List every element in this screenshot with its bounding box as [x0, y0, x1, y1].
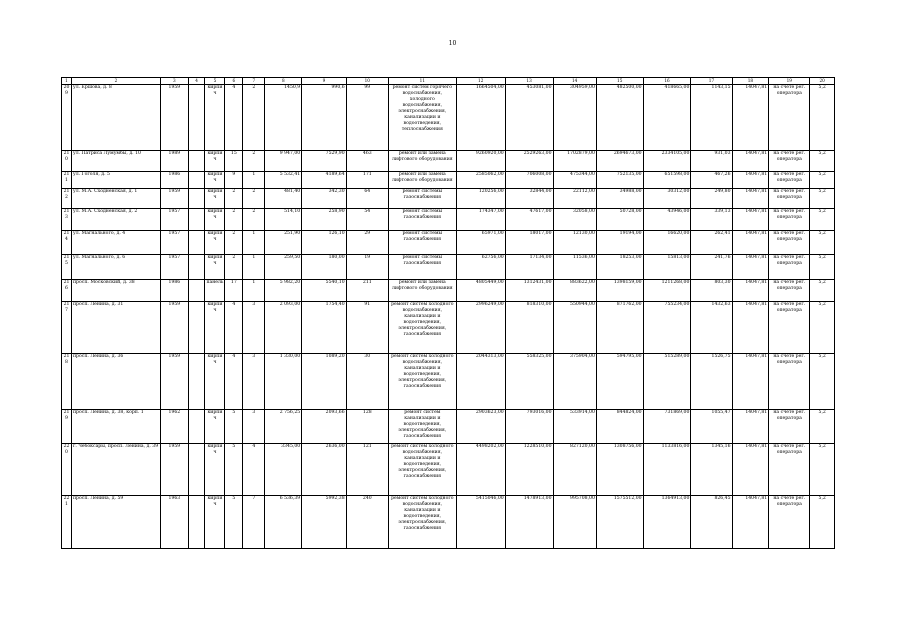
year-overhaul-cell — [188, 151, 205, 172]
cost-part-c-cell: 1308756,00 — [596, 444, 643, 496]
unit-cost-cell: 262,41 — [691, 231, 732, 255]
floors-cell: 17 — [225, 280, 243, 302]
cost-part-d-cell: 2334105,00 — [643, 151, 691, 172]
column-number-row — [62, 78, 835, 85]
table-row — [62, 231, 835, 255]
year-overhaul-cell — [188, 255, 205, 280]
column-number: 5 — [205, 78, 225, 85]
cost-part-a-cell: 1312431,00 — [505, 280, 553, 302]
cost-part-d-cell: 651598,00 — [643, 172, 691, 189]
capital-repair-register-table — [61, 77, 835, 549]
wall-material-cell: кирпич — [205, 444, 225, 496]
wall-material-cell: кирпич — [205, 209, 225, 231]
funding-method-cell: на счете рег. оператора — [769, 280, 810, 302]
entrances-cell: 4 — [243, 444, 265, 496]
residential-area-cell: 1089,20 — [302, 354, 346, 410]
cost-part-c-cell: 34988,00 — [596, 189, 643, 209]
rate-cell: 5,2 — [810, 444, 835, 496]
funding-method-cell: на счете рег. оператора — [769, 354, 810, 410]
funding-method-cell: на счете рег. оператора — [769, 189, 810, 209]
residential-area-cell: 1754,40 — [302, 302, 346, 354]
cost-part-a-cell: 2529263,00 — [505, 151, 553, 172]
unit-cost-cell: 339,13 — [691, 209, 732, 231]
residential-area-cell: 2093,66 — [302, 410, 346, 444]
entrances-cell: 2 — [243, 151, 265, 172]
total-cost-cell: 2903623,00 — [456, 410, 505, 444]
address-cell: просп. Ленина, д. 36 — [72, 354, 161, 410]
column-number: 16 — [643, 78, 691, 85]
unit-cost-cell: 241,76 — [691, 255, 732, 280]
cost-part-b-cell: 12130,00 — [553, 231, 596, 255]
total-cost-cell: 4498202,00 — [456, 444, 505, 496]
total-cost-cell: 62756,00 — [456, 255, 505, 280]
year-built-cell: 1963 — [160, 496, 188, 549]
floors-cell: 9 — [225, 172, 243, 189]
funding-method-cell: на счете рег. оператора — [769, 302, 810, 354]
rate-cell: 5,2 — [810, 231, 835, 255]
residential-area-cell: 126,10 — [302, 231, 346, 255]
entrances-cell: 1 — [243, 231, 265, 255]
funding-method-cell: на счете рег. оператора — [769, 209, 810, 231]
total-area-cell: 6 536,39 — [265, 496, 302, 549]
year-built-cell: 1959 — [160, 354, 188, 410]
repair-type-cell: ремонт системы газоснабжения — [388, 209, 456, 231]
column-number: 13 — [505, 78, 553, 85]
total-area-cell: 3345,00 — [265, 444, 302, 496]
year-overhaul-cell — [188, 172, 205, 189]
residential-area-cell: 180,00 — [302, 255, 346, 280]
floors-cell: 4 — [225, 85, 243, 151]
column-number: 19 — [769, 78, 810, 85]
table-row — [62, 189, 835, 209]
total-cost-cell: 2996249,00 — [456, 302, 505, 354]
address-cell: г. Чебоксары, просп. Ленина, д. 39 — [72, 444, 161, 496]
year-overhaul-cell — [188, 189, 205, 209]
row-number-cell: 220 — [62, 444, 72, 496]
funding-method-cell: на счете рег. оператора — [769, 255, 810, 280]
cost-part-a-cell: 818310,00 — [505, 302, 553, 354]
rate-cell: 5,2 — [810, 172, 835, 189]
floors-cell: 4 — [225, 302, 243, 354]
floors-cell: 2 — [225, 209, 243, 231]
cost-part-a-cell: 1478913,00 — [505, 496, 553, 549]
unit-cost-cell: 1055,47 — [691, 410, 732, 444]
column-number: 15 — [596, 78, 643, 85]
column-number: 8 — [265, 78, 302, 85]
year-overhaul-cell — [188, 302, 205, 354]
total-cost-cell: 1664504,00 — [456, 85, 505, 151]
total-area-cell: 481,40 — [265, 189, 302, 209]
repair-type-cell: ремонт или замена лифтового оборудования — [388, 172, 456, 189]
table-row — [62, 85, 835, 151]
residents-cell: 128 — [346, 410, 388, 444]
repair-type-cell: ремонт или замена лифтового оборудования — [388, 151, 456, 172]
total-area-cell: 2 093,00 — [265, 302, 302, 354]
table-row — [62, 151, 835, 172]
max-unit-cost-cell: 14047,81 — [732, 280, 769, 302]
address-cell: ул. М.А. Сходненская, д. 1 — [72, 189, 161, 209]
repair-type-cell: ремонт систем канализации и водоотведения, электроснабжения, газоснабжения — [388, 410, 456, 444]
entrances-cell: 1 — [243, 280, 265, 302]
repair-type-cell: ремонт системы газоснабжения — [388, 231, 456, 255]
funding-method-cell: на счете рег. оператора — [769, 410, 810, 444]
floors-cell: 2 — [225, 231, 243, 255]
column-number: 10 — [346, 78, 388, 85]
residents-cell: 19 — [346, 255, 388, 280]
year-overhaul-cell — [188, 410, 205, 444]
total-cost-cell: 4805449,00 — [456, 280, 505, 302]
table-row — [62, 496, 835, 549]
year-overhaul-cell — [188, 354, 205, 410]
repair-type-cell: ремонт или замена лифтового оборудования — [388, 280, 456, 302]
total-cost-cell: 65971,00 — [456, 231, 505, 255]
total-cost-cell: 174347,00 — [456, 209, 505, 231]
max-unit-cost-cell: 14047,81 — [732, 410, 769, 444]
max-unit-cost-cell: 14047,81 — [732, 189, 769, 209]
total-area-cell: 514,10 — [265, 209, 302, 231]
cost-part-d-cell: 1364913,00 — [643, 496, 691, 549]
cost-part-b-cell: 475344,00 — [553, 172, 596, 189]
year-overhaul-cell — [188, 209, 205, 231]
residential-area-cell: 4189,64 — [302, 172, 346, 189]
cost-part-c-cell: 1575512,00 — [596, 496, 643, 549]
residential-area-cell: 5540,10 — [302, 280, 346, 302]
cost-part-d-cell: 43946,00 — [643, 209, 691, 231]
residents-cell: 211 — [346, 280, 388, 302]
entrances-cell: 2 — [243, 85, 265, 151]
cost-part-d-cell: 30312,00 — [643, 189, 691, 209]
funding-method-cell: на счете рег. оператора — [769, 151, 810, 172]
year-built-cell: 1959 — [160, 444, 188, 496]
address-cell: ул. Магнального, д. 6 — [72, 255, 161, 280]
total-cost-cell: 2044313,00 — [456, 354, 505, 410]
residents-cell: 29 — [346, 231, 388, 255]
cost-part-d-cell: 16620,00 — [643, 231, 691, 255]
column-number: 17 — [691, 78, 732, 85]
cost-part-a-cell: 1228510,00 — [505, 444, 553, 496]
entrances-cell: 2 — [243, 209, 265, 231]
total-area-cell: 5 982,20 — [265, 280, 302, 302]
table-row — [62, 280, 835, 302]
max-unit-cost-cell: 14047,81 — [732, 209, 769, 231]
year-overhaul-cell — [188, 85, 205, 151]
year-built-cell: 1986 — [160, 280, 188, 302]
row-number-cell: 209 — [62, 85, 72, 151]
wall-material-cell: кирпич — [205, 255, 225, 280]
residential-area-cell: 2636,00 — [302, 444, 346, 496]
total-area-cell: 1 330,00 — [265, 354, 302, 410]
max-unit-cost-cell: 14047,81 — [732, 354, 769, 410]
wall-material-cell: кирпич — [205, 189, 225, 209]
year-overhaul-cell — [188, 280, 205, 302]
year-built-cell: 1962 — [160, 410, 188, 444]
total-area-cell: 259,50 — [265, 255, 302, 280]
entrances-cell: 1 — [243, 255, 265, 280]
cost-part-c-cell: 752135,00 — [596, 172, 643, 189]
table-row — [62, 172, 835, 189]
unit-cost-cell: 249,80 — [691, 189, 732, 209]
year-built-cell: 1959 — [160, 85, 188, 151]
cost-part-d-cell: 418665,00 — [643, 85, 691, 151]
residential-area-cell: 990,6 — [302, 85, 346, 151]
address-cell: ул. Магнального, д. 4 — [72, 231, 161, 255]
total-cost-cell: 2585062,00 — [456, 172, 505, 189]
residents-cell: 54 — [346, 209, 388, 231]
column-number: 20 — [810, 78, 835, 85]
residents-cell: 463 — [346, 151, 388, 172]
funding-method-cell: на счете рег. оператора — [769, 496, 810, 549]
column-number: 7 — [243, 78, 265, 85]
cost-part-c-cell: 19194,00 — [596, 231, 643, 255]
unit-cost-cell: 467,26 — [691, 172, 732, 189]
max-unit-cost-cell: 14047,81 — [732, 302, 769, 354]
page-number: 10 — [448, 40, 457, 47]
floors-cell: 4 — [225, 354, 243, 410]
column-number: 18 — [732, 78, 769, 85]
repair-type-cell: ремонт системы газоснабжения — [388, 255, 456, 280]
wall-material-cell: кирпич — [205, 496, 225, 549]
cost-part-b-cell: 304959,00 — [553, 85, 596, 151]
unit-cost-cell: 1432,63 — [691, 302, 732, 354]
floors-cell: 5 — [225, 444, 243, 496]
row-number-cell: 219 — [62, 410, 72, 444]
rate-cell: 5,2 — [810, 354, 835, 410]
residents-cell: 64 — [346, 189, 388, 209]
cost-part-a-cell: 32844,00 — [505, 189, 553, 209]
cost-part-b-cell: 550944,00 — [553, 302, 596, 354]
residents-cell: 30 — [346, 354, 388, 410]
column-number: 12 — [456, 78, 505, 85]
unit-cost-cell: 803,30 — [691, 280, 732, 302]
cost-part-a-cell: 18017,00 — [505, 231, 553, 255]
address-cell: ул. Ершова, д. 8 — [72, 85, 161, 151]
year-overhaul-cell — [188, 444, 205, 496]
cost-part-c-cell: 844824,00 — [596, 410, 643, 444]
total-cost-cell: 120256,00 — [456, 189, 505, 209]
table-row — [62, 444, 835, 496]
rate-cell: 5,2 — [810, 255, 835, 280]
repair-type-cell: ремонт системы газоснабжения — [388, 189, 456, 209]
floors-cell: 2 — [225, 189, 243, 209]
rate-cell: 5,2 — [810, 151, 835, 172]
row-number-cell: 213 — [62, 209, 72, 231]
column-number: 11 — [388, 78, 456, 85]
funding-method-cell: на счете рег. оператора — [769, 85, 810, 151]
column-number: 1 — [62, 78, 72, 85]
wall-material-cell: кирпич — [205, 302, 225, 354]
year-built-cell: 1959 — [160, 189, 188, 209]
funding-method-cell: на счете рег. оператора — [769, 231, 810, 255]
table-row — [62, 354, 835, 410]
total-area-cell: 9 947,00 — [265, 151, 302, 172]
row-number-cell: 212 — [62, 189, 72, 209]
entrances-cell: 3 — [243, 410, 265, 444]
cost-part-c-cell: 871762,00 — [596, 302, 643, 354]
table-row — [62, 410, 835, 444]
max-unit-cost-cell: 14047,81 — [732, 444, 769, 496]
total-area-cell: 251,90 — [265, 231, 302, 255]
cost-part-c-cell: 594795,00 — [596, 354, 643, 410]
column-number: 9 — [302, 78, 346, 85]
year-overhaul-cell — [188, 231, 205, 255]
year-built-cell: 1957 — [160, 255, 188, 280]
wall-material-cell: кирпич — [205, 354, 225, 410]
column-number: 6 — [225, 78, 243, 85]
entrances-cell: 3 — [243, 302, 265, 354]
column-number: 2 — [72, 78, 161, 85]
floors-cell: 2 — [225, 255, 243, 280]
cost-part-b-cell: 827120,00 — [553, 444, 596, 496]
row-number-cell: 218 — [62, 354, 72, 410]
table-row — [62, 209, 835, 231]
address-cell: ул. Гоголя, д. 5 — [72, 172, 161, 189]
row-number-cell: 211 — [62, 172, 72, 189]
unit-cost-cell: 1143,15 — [691, 85, 732, 151]
address-cell: ул. Патриса Лумумбы, д. 10 — [72, 151, 161, 172]
row-number-cell: 210 — [62, 151, 72, 172]
floors-cell: 5 — [225, 496, 243, 549]
table-row — [62, 255, 835, 280]
cost-part-c-cell: 482500,00 — [596, 85, 643, 151]
repair-type-cell: ремонт систем холодного водоснабжения, канализации и водоотведения, электроснабжения, газоснабжения — [388, 444, 456, 496]
cost-part-d-cell: 1211268,00 — [643, 280, 691, 302]
cost-part-b-cell: 22112,00 — [553, 189, 596, 209]
rate-cell: 5,2 — [810, 189, 835, 209]
wall-material-cell: кирпич — [205, 85, 225, 151]
cost-part-d-cell: 731869,00 — [643, 410, 691, 444]
address-cell: просп. Ленина, д. 59 — [72, 496, 161, 549]
year-built-cell: 1957 — [160, 231, 188, 255]
residential-area-cell: 5992,38 — [302, 496, 346, 549]
row-number-cell: 214 — [62, 231, 72, 255]
cost-part-a-cell: 793016,00 — [505, 410, 553, 444]
cost-part-a-cell: 17134,00 — [505, 255, 553, 280]
cost-part-b-cell: 11536,00 — [553, 255, 596, 280]
row-number-cell: 217 — [62, 302, 72, 354]
rate-cell: 5,2 — [810, 496, 835, 549]
wall-material-cell: кирпич — [205, 231, 225, 255]
repair-type-cell: ремонт систем холодного водоснабжения, канализации и водоотведения, электроснабжения, газоснабжения — [388, 354, 456, 410]
wall-material-cell: кирпич — [205, 151, 225, 172]
residents-cell: 91 — [346, 302, 388, 354]
funding-method-cell: на счете рег. оператора — [769, 172, 810, 189]
residential-area-cell: 342,30 — [302, 189, 346, 209]
total-area-cell: 1450,9 — [265, 85, 302, 151]
repair-type-cell: ремонт систем холодного водоснабжения, канализации и водоотведения, электроснабжения, газоснабжения — [388, 302, 456, 354]
rate-cell: 5,2 — [810, 410, 835, 444]
rate-cell: 5,2 — [810, 302, 835, 354]
cost-part-a-cell: 558325,00 — [505, 354, 553, 410]
cost-part-a-cell: 47617,00 — [505, 209, 553, 231]
cost-part-a-cell: 453081,00 — [505, 85, 553, 151]
max-unit-cost-cell: 14047,81 — [732, 255, 769, 280]
cost-part-d-cell: 515289,00 — [643, 354, 691, 410]
residential-area-cell: 7529,90 — [302, 151, 346, 172]
cost-part-b-cell: 1702879,00 — [553, 151, 596, 172]
table-row — [62, 302, 835, 354]
entrances-cell: 2 — [243, 189, 265, 209]
cost-part-c-cell: 1398159,00 — [596, 280, 643, 302]
year-built-cell: 1986 — [160, 172, 188, 189]
column-number: 14 — [553, 78, 596, 85]
year-built-cell: 1957 — [160, 209, 188, 231]
repair-type-cell: ремонт систем холодного водоснабжения, канализации и водоотведения, электроснабжения, газоснабжения — [388, 496, 456, 549]
max-unit-cost-cell: 14047,81 — [732, 496, 769, 549]
funding-method-cell: на счете рег. оператора — [769, 444, 810, 496]
address-cell: просп. Ленина, д. 38, корп. 1 — [72, 410, 161, 444]
residents-cell: 121 — [346, 444, 388, 496]
repair-type-cell: ремонт систем горячего водоснабжения, холодного водоснабжения, электроснабжения, канализации и водоотведения, теплоснабжения — [388, 85, 456, 151]
unit-cost-cell: 1345,16 — [691, 444, 732, 496]
unit-cost-cell: 931,03 — [691, 151, 732, 172]
unit-cost-cell: 1526,75 — [691, 354, 732, 410]
max-unit-cost-cell: 14047,81 — [732, 172, 769, 189]
cost-part-b-cell: 883622,00 — [553, 280, 596, 302]
year-built-cell: 1959 — [160, 302, 188, 354]
floors-cell: 5 — [225, 410, 243, 444]
max-unit-cost-cell: 14047,81 — [732, 231, 769, 255]
max-unit-cost-cell: 14047,81 — [732, 151, 769, 172]
total-area-cell: 2 756,25 — [265, 410, 302, 444]
cost-part-d-cell: 755234,00 — [643, 302, 691, 354]
cost-part-b-cell: 995708,00 — [553, 496, 596, 549]
total-cost-cell: 9260920,00 — [456, 151, 505, 172]
year-overhaul-cell — [188, 496, 205, 549]
row-number-cell: 215 — [62, 255, 72, 280]
floors-cell: 15 — [225, 151, 243, 172]
rate-cell: 5,2 — [810, 280, 835, 302]
cost-part-a-cell: 706008,00 — [505, 172, 553, 189]
entrances-cell: 3 — [243, 354, 265, 410]
residential-area-cell: 258,90 — [302, 209, 346, 231]
address-cell: просп. Московский, д. 38 — [72, 280, 161, 302]
year-built-cell: 1989 — [160, 151, 188, 172]
cost-part-b-cell: 32058,00 — [553, 209, 596, 231]
residents-cell: 99 — [346, 85, 388, 151]
cost-part-c-cell: 50728,00 — [596, 209, 643, 231]
total-cost-cell: 5415046,00 — [456, 496, 505, 549]
address-cell: просп. Ленина, д. 31 — [72, 302, 161, 354]
residents-cell: 240 — [346, 496, 388, 549]
wall-material-cell: панель — [205, 280, 225, 302]
cost-part-c-cell: 18253,00 — [596, 255, 643, 280]
wall-material-cell: кирпич — [205, 172, 225, 189]
cost-part-d-cell: 1133816,00 — [643, 444, 691, 496]
column-number: 3 — [160, 78, 188, 85]
cost-part-b-cell: 375904,00 — [553, 354, 596, 410]
wall-material-cell: кирпич — [205, 410, 225, 444]
unit-cost-cell: 826,45 — [691, 496, 732, 549]
rate-cell: 5,2 — [810, 209, 835, 231]
address-cell: ул. М.А. Сходненская, д. 2 — [72, 209, 161, 231]
column-number: 4 — [188, 78, 205, 85]
max-unit-cost-cell: 14047,81 — [732, 85, 769, 151]
entrances-cell: 7 — [243, 496, 265, 549]
cost-part-c-cell: 2694673,00 — [596, 151, 643, 172]
row-number-cell: 216 — [62, 280, 72, 302]
cost-part-b-cell: 533914,00 — [553, 410, 596, 444]
total-area-cell: 5 532,41 — [265, 172, 302, 189]
cost-part-d-cell: 15813,00 — [643, 255, 691, 280]
entrances-cell: 1 — [243, 172, 265, 189]
row-number-cell: 221 — [62, 496, 72, 549]
residents-cell: 171 — [346, 172, 388, 189]
rate-cell: 5,2 — [810, 85, 835, 151]
